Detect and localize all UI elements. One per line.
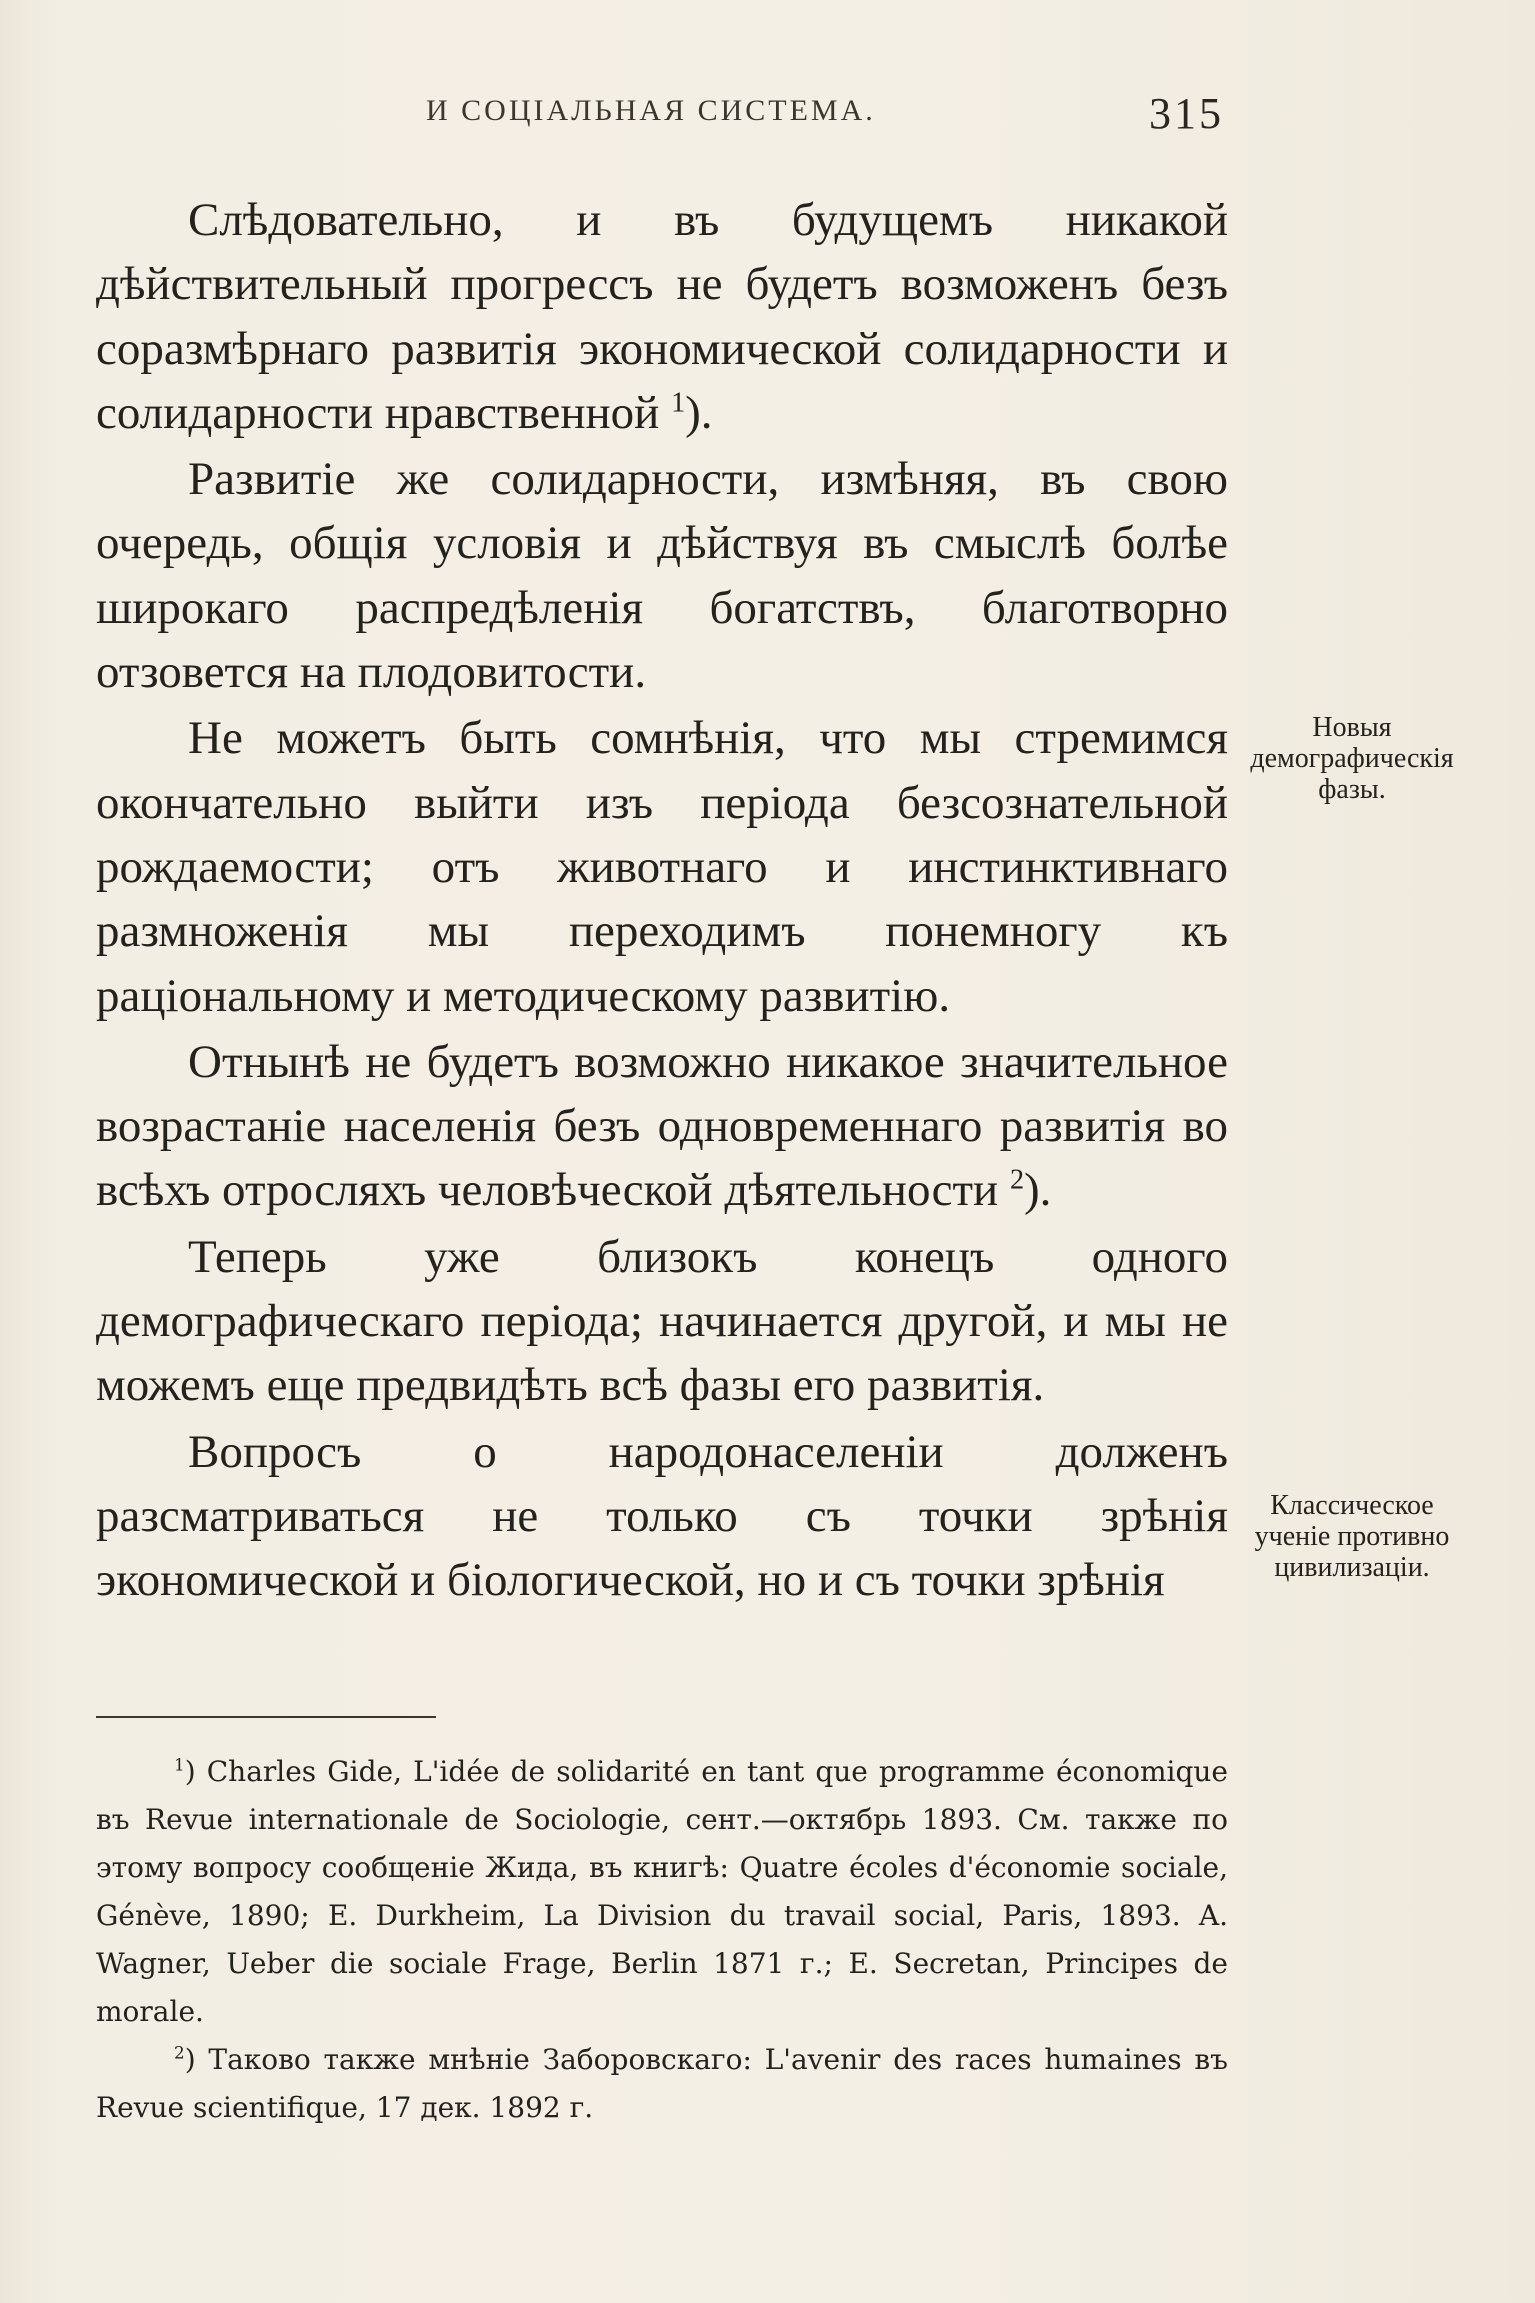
paragraph-5: Теперь уже близокъ конецъ одного демографическаго періода; начинается другой, и мы не можемъ еще предвидѣть всѣ фазы его развитія. — [96, 1230, 1228, 1412]
footnote-2: $^2$) Таково также мнѣніе Заборовскаго: L'avenir des races humaines въ Revue scientifique, 17 дек. 1892 г. — [96, 2042, 1228, 2124]
margin-note-demographic-phases: Новыя демографическія фазы. — [1250, 712, 1454, 805]
footnotes — [96, 1748, 1228, 2132]
footnote-ref-2: 2 — [1009, 1164, 1025, 1196]
page-header — [96, 88, 1224, 138]
main-text — [96, 188, 1228, 1615]
footnote-1: $^1$) Charles Gide, L'idée de solidarité en tant que programme économique въ Revue internationale de Sociologie, сент.—октябрь 1893. См. также по этому вопросу сообщеніе Жида, въ книгѣ: Quatre écoles d'économie sociale, Génève, 1890; E. Durkheim, La Division du travail social, Paris, 1893. A. Wagner, Ueber die sociale Frage, Berlin 1871 г.; E. Secretan, Principes de morale. — [96, 1754, 1228, 2028]
margin-note-classical-doctrine: Классическое ученіе противно цивилизаціи. — [1254, 1490, 1450, 1583]
footnote-ref-1: 1 — [671, 387, 686, 419]
paragraph-4: Отнынѣ не будетъ возможно никакое значительное возрастаніе населенія безъ одновременнаго развитія во всѣхъ отросляхъ человѣческой дѣятельности $^2$). — [96, 1035, 1228, 1217]
paragraph-6: Вопросъ о народонаселеніи долженъ разсматриваться не только съ точки зрѣнія экономической и біологической, но и съ точки зрѣнія — [96, 1425, 1228, 1607]
page-number: 315 — [1149, 89, 1224, 138]
footnote-divider — [96, 1716, 436, 1718]
paragraph-1: Слѣдовательно, и въ будущемъ никакой дѣйствительный прогрессъ не будетъ возможенъ безъ соразмѣрнаго развитія экономической солидарности и солидарности нравственной $^1$). — [96, 194, 1228, 439]
paragraph-3: Не можетъ быть сомнѣнія, что мы стремимся окончательно выйти изъ періода безсознательной рождаемости; отъ животнаго и инстинктивнаго размноженія мы переходимъ понемногу къ раціональному и методическому развитію. — [96, 712, 1228, 1022]
running-title: И СОЦІАЛЬНАЯ СИСТЕМА. — [426, 94, 876, 127]
paragraph-2: Развитіе же солидарности, измѣняя, въ свою очередь, общія условія и дѣйствуя въ смыслѣ болѣе широкаго распредѣленія богатствъ, благотворно отзовется на плодовитости. — [96, 453, 1228, 699]
